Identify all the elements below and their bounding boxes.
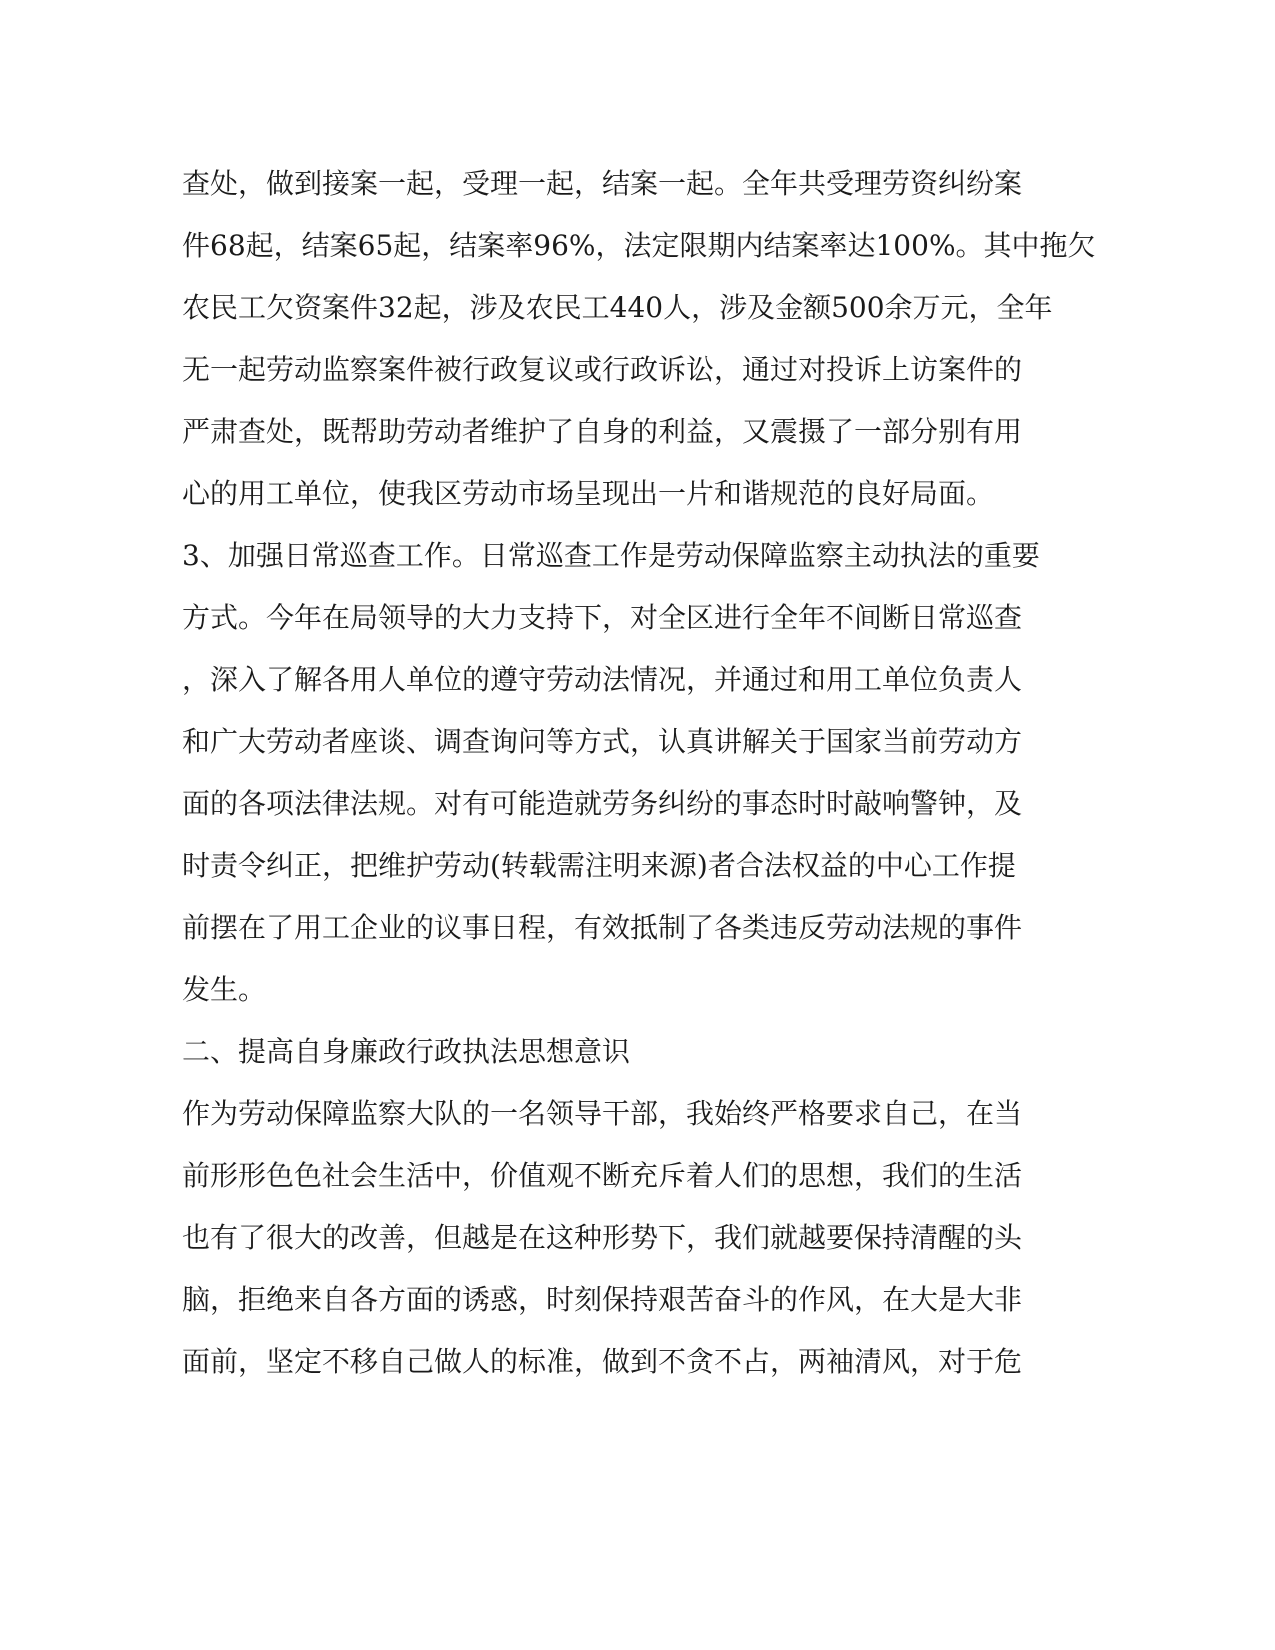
text-line: 件68起，结案65起，结案率96%，法定限期内结案率达100%。其中拖欠 <box>182 229 1096 262</box>
text-line: 面的各项法律法规。对有可能造就劳务纠纷的事态时时敲响警钟，及 <box>182 787 1023 820</box>
text-line: 时责令纠正，把维护劳动(转载需注明来源)者合法权益的中心工作提 <box>182 849 1016 882</box>
text-line: 查处，做到接案一起，受理一起，结案一起。全年共受理劳资纠纷案 <box>182 167 1023 200</box>
text-line: 严肃查处，既帮助劳动者维护了自身的利益，又震摄了一部分别有用 <box>182 415 1023 448</box>
text-line: ，深入了解各用人单位的遵守劳动法情况，并通过和用工单位负责人 <box>182 663 1023 696</box>
text-line: 无一起劳动监察案件被行政复议或行政诉讼，通过对投诉上访案件的 <box>182 353 1023 386</box>
text-line: 也有了很大的改善，但越是在这种形势下，我们就越要保持清醒的头 <box>182 1221 1023 1254</box>
text-line: 作为劳动保障监察大队的一名领导干部，我始终严格要求自己，在当 <box>182 1097 1023 1130</box>
section-heading: 二、提高自身廉政行政执法思想意识 <box>182 1035 631 1068</box>
text-line: 农民工欠资案件32起，涉及农民工440人，涉及金额500余万元，全年 <box>182 291 1053 324</box>
text-line: 面前，坚定不移自己做人的标准，做到不贪不占，两袖清风，对于危 <box>182 1345 1023 1378</box>
text-line: 3、加强日常巡查工作。日常巡查工作是劳动保障监察主动执法的重要 <box>182 539 1040 572</box>
text-line: 和广大劳动者座谈、调查询问等方式，认真讲解关于国家当前劳动方 <box>182 725 1023 758</box>
text-line: 前摆在了用工企业的议事日程，有效抵制了各类违反劳动法规的事件 <box>182 911 1023 944</box>
body-text <box>182 153 1096 1393</box>
text-line: 方式。今年在局领导的大力支持下，对全区进行全年不间断日常巡查 <box>182 601 1023 634</box>
text-line: 前形形色色社会生活中，价值观不断充斥着人们的思想，我们的生活 <box>182 1159 1023 1192</box>
text-line: 心的用工单位，使我区劳动市场呈现出一片和谐规范的良好局面。 <box>182 477 995 510</box>
text-line: 发生。 <box>182 973 267 1006</box>
text-line: 脑，拒绝来自各方面的诱惑，时刻保持艰苦奋斗的作风，在大是大非 <box>182 1283 1023 1316</box>
